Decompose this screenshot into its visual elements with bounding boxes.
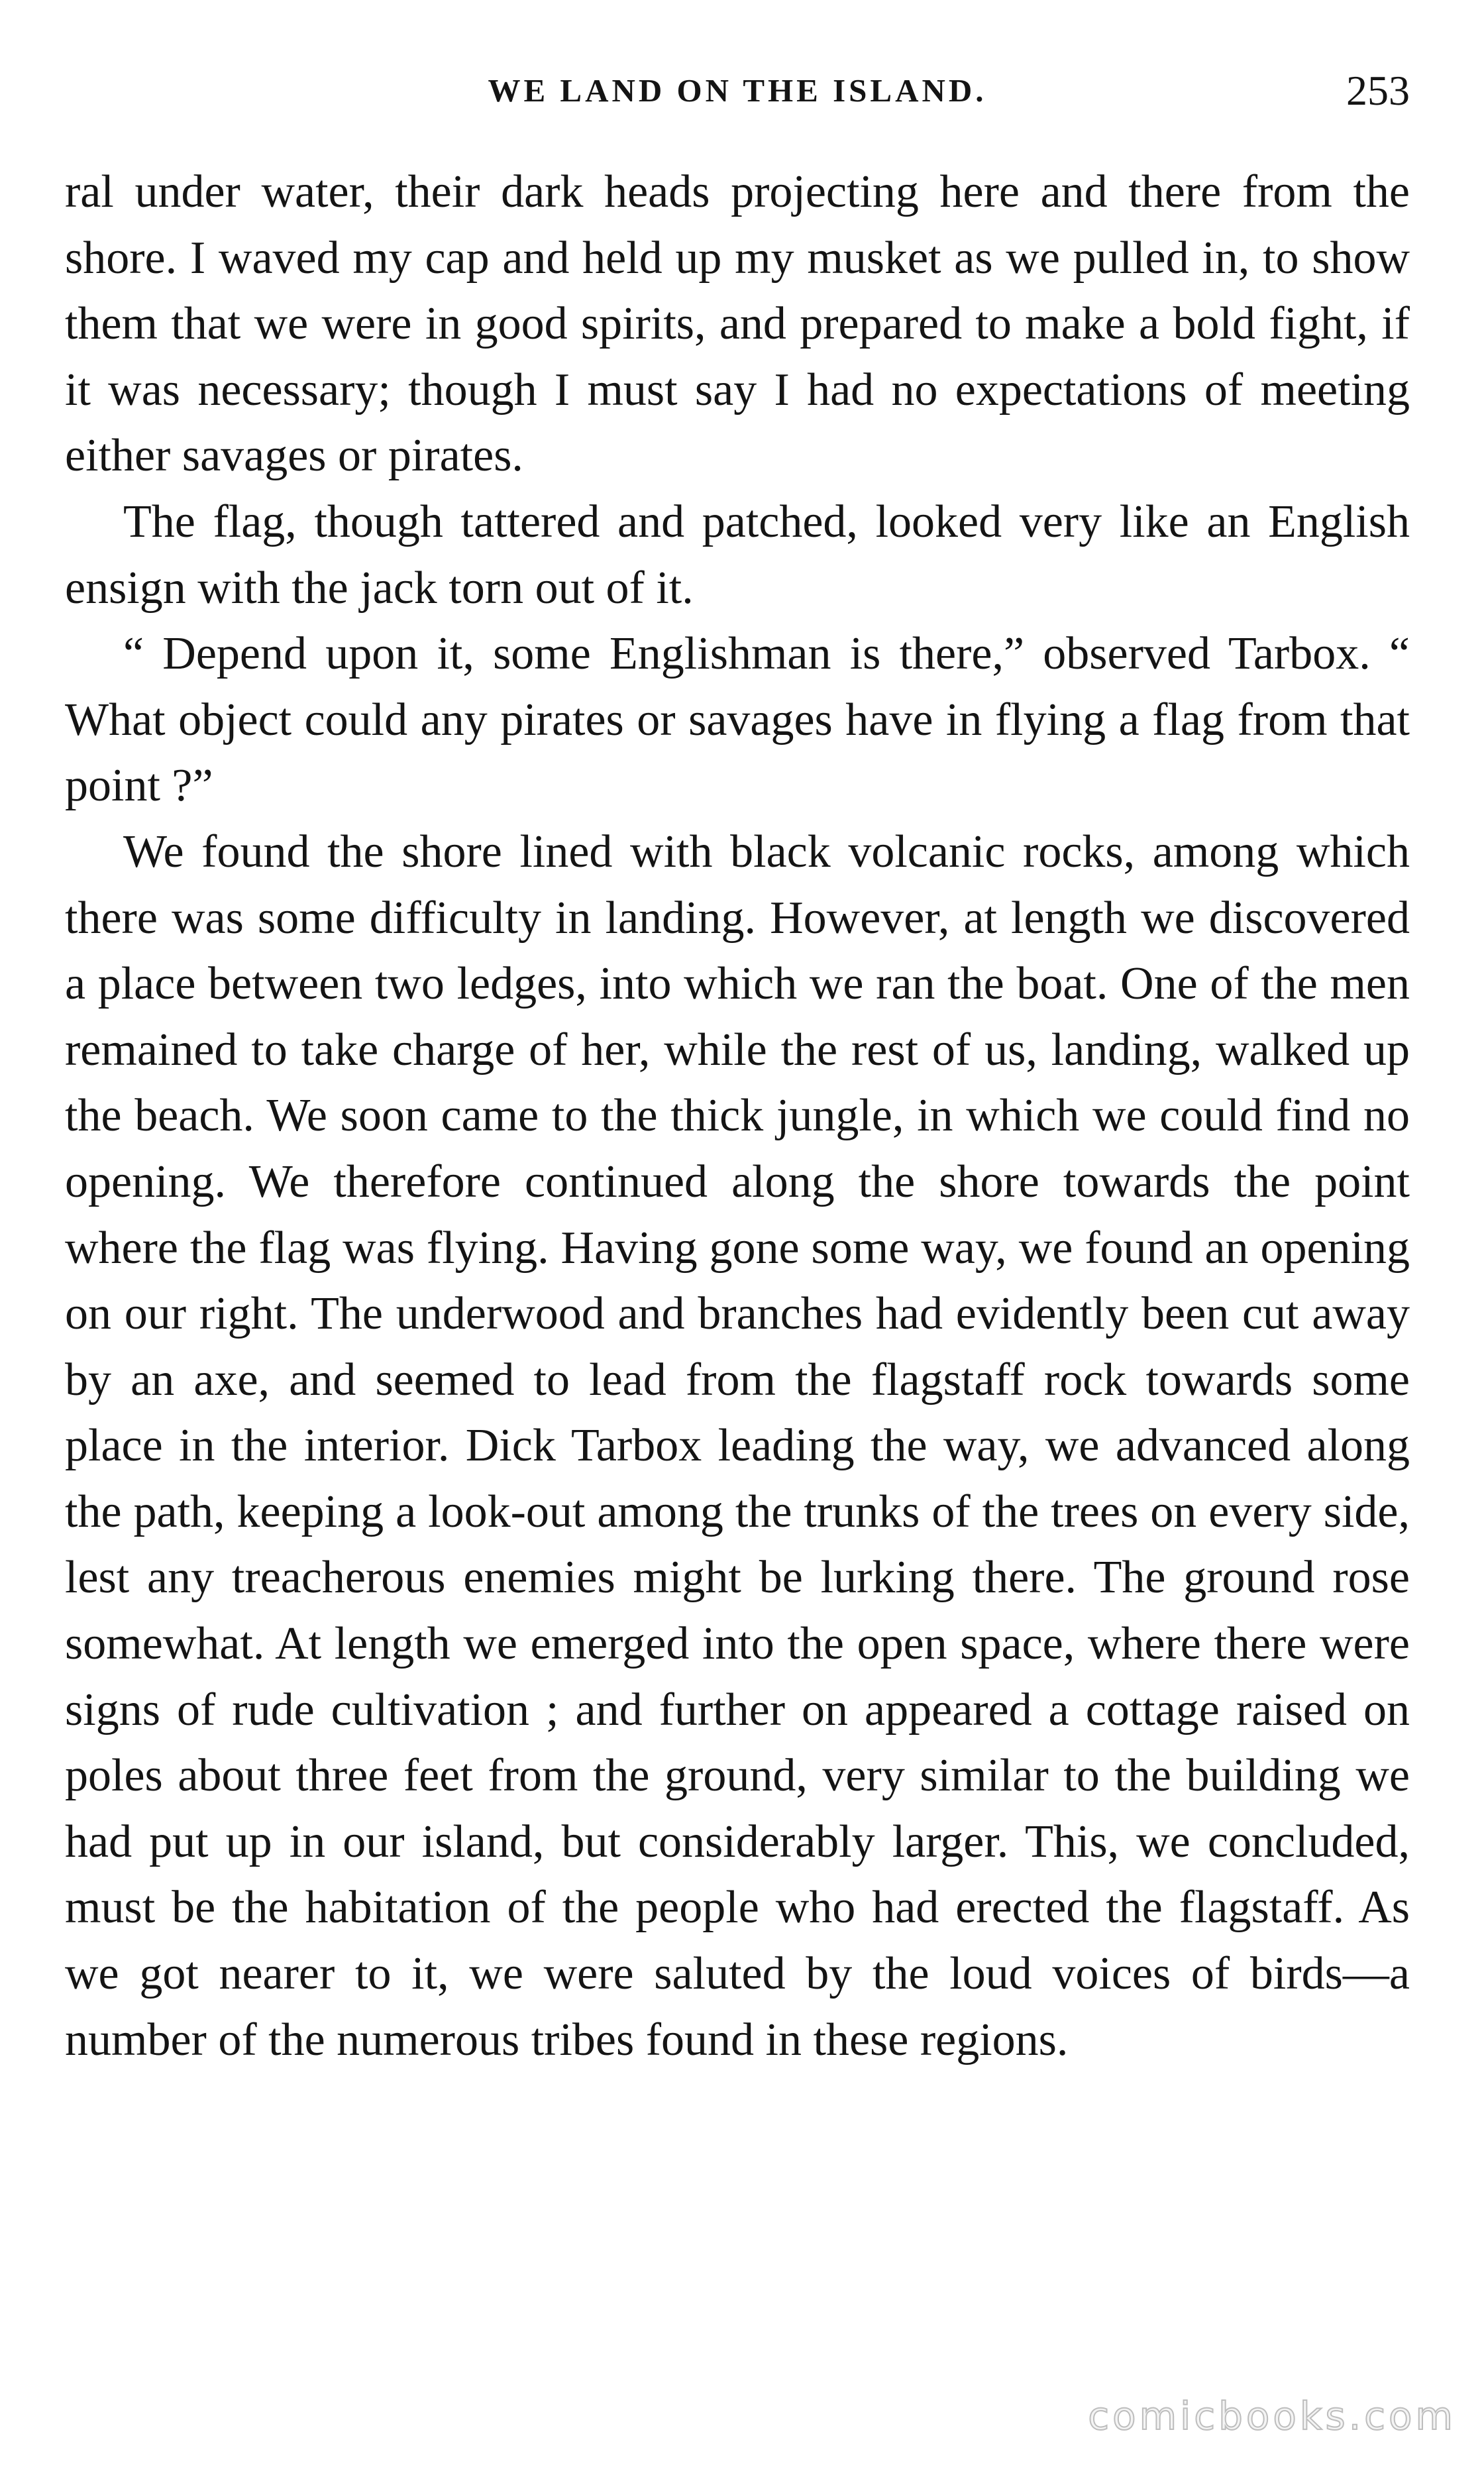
site-watermark: comicbooks.com bbox=[1088, 2393, 1456, 2439]
body-text bbox=[65, 159, 1410, 2073]
paragraph-landing: We found the shore lined with black volcanic rocks, among which there was some difficulty in landing. However, at length we discovered a place between two ledges, into which we ran the boat. One of the men remained to take charge of her, while the rest of us, landing, walked up the beach. We soon came to the thick jungle, in which we could find no opening. We therefore continued along the shore towards the point where the flag was flying. Having gone some way, we found an opening on our right. The underwood and branches had evidently been cut away by an axe, and seemed to lead from the flagstaff rock towards some place in the interior. Dick Tarbox leading the way, we advanced along the path, keeping a look-out among the trunks of the trees on every side, lest any treacherous enemies might be lurking there. The ground rose somewhat. At length we emerged into the open space, where there were signs of rude cultivation ; and further on appeared a cottage raised on poles about three feet from the ground, very similar to the building we had put up in our island, but considerably larger. This, we concluded, must be the habitation of the people who had erected the flagstaff. As we got nearer to it, we were saluted by the loud voices of birds—a number of the numerous tribes found in these regions. bbox=[65, 826, 1410, 2065]
page-number: 253 bbox=[1346, 67, 1410, 114]
paragraph-flag: The flag, though tattered and patched, looked very like an English ensign with the jack torn out of it. bbox=[65, 496, 1410, 614]
paragraph-dialogue: “ Depend upon it, some Englishman is there,” observed Tarbox. “ What object could any pirates or savages have in flying a flag from that point ?” bbox=[65, 628, 1410, 812]
paragraph-continued: ral under water, their dark heads projecting here and there from the shore. I waved my cap and held up my musket as we pulled in, to show them that we were in good spirits, and prepared to make a bold fight, if it was necessary; though I must say I had no expectations of meeting either savages or pirates. bbox=[65, 166, 1410, 482]
running-header bbox=[65, 61, 1410, 121]
running-title: WE LAND ON THE ISLAND. bbox=[488, 72, 987, 109]
